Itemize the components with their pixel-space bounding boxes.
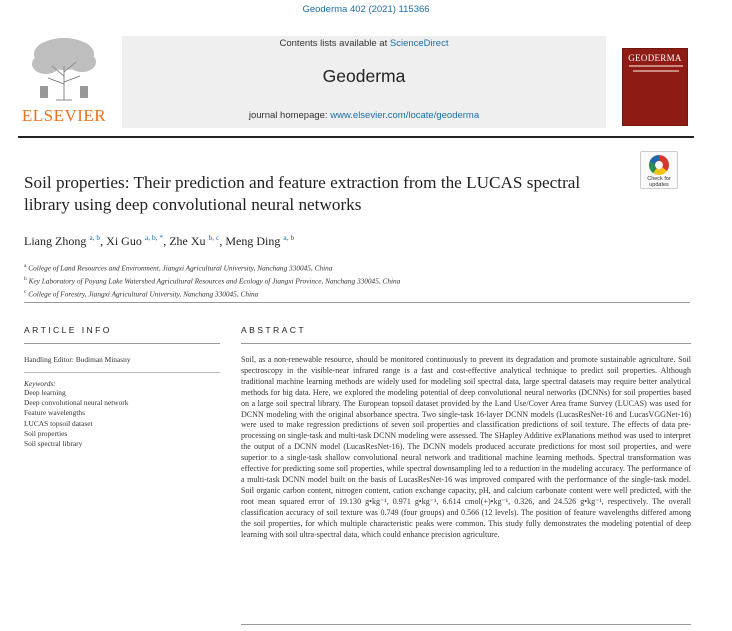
homepage-line (122, 110, 606, 121)
homepage-prefix: journal homepage: (248, 110, 331, 121)
affiliation: $^c$ College of Forestry, Jiangxi Agricultural University, Nanchang 330045, China (24, 288, 259, 299)
cover-decoration (633, 70, 679, 72)
check-for-updates-label: Check for updates (647, 176, 671, 188)
affiliation: $^b$ Key Laboratory of Poyang Lake Watershed Agricultural Resources and Ecology of Jiangxi Province, Nanchang 330045, China (24, 275, 401, 286)
publisher-name: ELSEVIER (21, 106, 107, 125)
author-list: Liang Zhong $^{a, b}$, Xi Guo $^{a, b, *}$, Zhe Xu $^{b, c}$, Meng Ding $^{a, b}$ (24, 233, 295, 248)
abstract-bottom-divider (241, 624, 691, 625)
keyword: Deep learning (24, 388, 66, 397)
sciencedirect-link[interactable]: ScienceDirect (389, 38, 449, 49)
journal-info-box (122, 36, 606, 128)
abstract-heading: ABSTRACT (241, 325, 307, 335)
keyword: LUCAS topsoil dataset (24, 418, 93, 428)
journal-cover[interactable] (622, 48, 688, 126)
keyword: Feature wavelengths (24, 408, 85, 418)
author-affiliation-marker[interactable]: a, b, * (144, 233, 164, 242)
cover-decoration (629, 65, 683, 67)
keyword: Soil properties (24, 428, 68, 438)
keyword: Soil spectral library (24, 439, 83, 449)
keyword: Deep convolutional neural network (24, 398, 129, 408)
cover-title: GEODERMA (628, 53, 682, 63)
journal-homepage-link[interactable]: www.elsevier.com/locate/geoderma (330, 110, 480, 121)
affiliation: $^a$ College of Land Resources and Environment, Jiangxi Agricultural University, Nanchang 330045, China (24, 263, 333, 273)
author[interactable]: Meng Ding (225, 234, 281, 248)
divider (241, 343, 691, 344)
publisher-logo[interactable] (18, 34, 110, 130)
author[interactable]: Xi Guo (106, 234, 142, 248)
author[interactable]: Zhe Xu (169, 234, 206, 248)
divider (24, 372, 220, 373)
journal-masthead (18, 34, 694, 130)
elsevier-tree-icon (26, 36, 102, 102)
article-title: Soil properties: Their prediction and feature extraction from the LUCAS spectral library using deep convolutional neural networks (24, 173, 581, 214)
check-for-updates-button[interactable] (640, 151, 678, 189)
divider (24, 343, 220, 344)
article-info-heading: ARTICLE INFO (24, 325, 112, 335)
author-affiliation-marker[interactable]: a, b (283, 233, 295, 242)
header-divider (18, 136, 694, 138)
handling-editor: Handling Editor: Budiman Minasny (24, 355, 131, 364)
author[interactable]: Liang Zhong (24, 234, 87, 248)
author-affiliation-marker[interactable]: a, b (89, 233, 101, 242)
journal-citation[interactable]: Geoderma 402 (2021) 115366 (302, 4, 430, 15)
check-for-updates-icon (649, 155, 669, 175)
author-affiliation-marker[interactable]: b, c (208, 233, 220, 242)
journal-name: Geoderma (322, 66, 406, 86)
article-info-column (24, 325, 220, 449)
contents-line (122, 38, 606, 49)
abstract-text: Soil, as a non-renewable resource, should be monitored continuously to prevent its degradation and promote sustainable agriculture. Soil spectroscopy in the visible-near infrared range is a fast and cost-effective analytical technique to predict soil properties. Although traditional machine learning methods are widely used for modeling soil spectral data, large spectral datasets may require better analytical methods for big data. Here, we explored the modeling potential of deep convolutional neural networks (DCNNs) for soil properties based on a large soil spectral library. The European topsoil dataset provided by the Land Use/Cover Area frame Survey (LUCAS) was used for DCNN modeling with the original absorbance spectra. Two single-task 16-layer DCNN models (LucasResNet-16 and LucasVGGNet-16) were used to make regression predictions of seven soil properties and classification predictions of soil texture. The effects of data pre-processing on single-task and multi-task DCNN modeling were assessed. The SHapley Additive exPlanations method was used to interpret the output of a DCNN model (LucasResNet-16). The DCNN models produced accurate predictions for most soil properties, and were superior to a single-task shallow convolutional neural network and traditional machine learning methods. Spectral transformation was effective for predicting some soil properties, while spectral downsampling led to a reduction in the modeling accuracy. The performance of a multi-task DCNN model built on the basis of LucasResNet-16 was improved compared with the performance of the single-task model. Soil organic carbon content, nitrogen content, cation exchange capacity, pH, and calcium carbonate content were well predicted, with the root mean squared error of 19.130 g•kg⁻¹, 0.971 g•kg⁻¹, 6.614 cmol(+)•kg⁻¹, 0.326, and 24.526 g•kg⁻¹, respectively. The overall classification accuracy of soil texture was 0.749 (four groups) and 0.566 (12 levels). The position of feature wavelengths differed among the soil properties, for which multiple characteristic peaks were common. This study fully demonstrates the modeling potential of deep learning with soil ultra-spectral data, which could enhance precision agriculture. (241, 355, 691, 539)
keywords-label: Keywords: (24, 379, 56, 388)
affiliation-list (24, 261, 704, 300)
abstract-column (241, 325, 691, 540)
contents-prefix: Contents lists available at (279, 38, 390, 49)
section-divider (24, 302, 690, 303)
